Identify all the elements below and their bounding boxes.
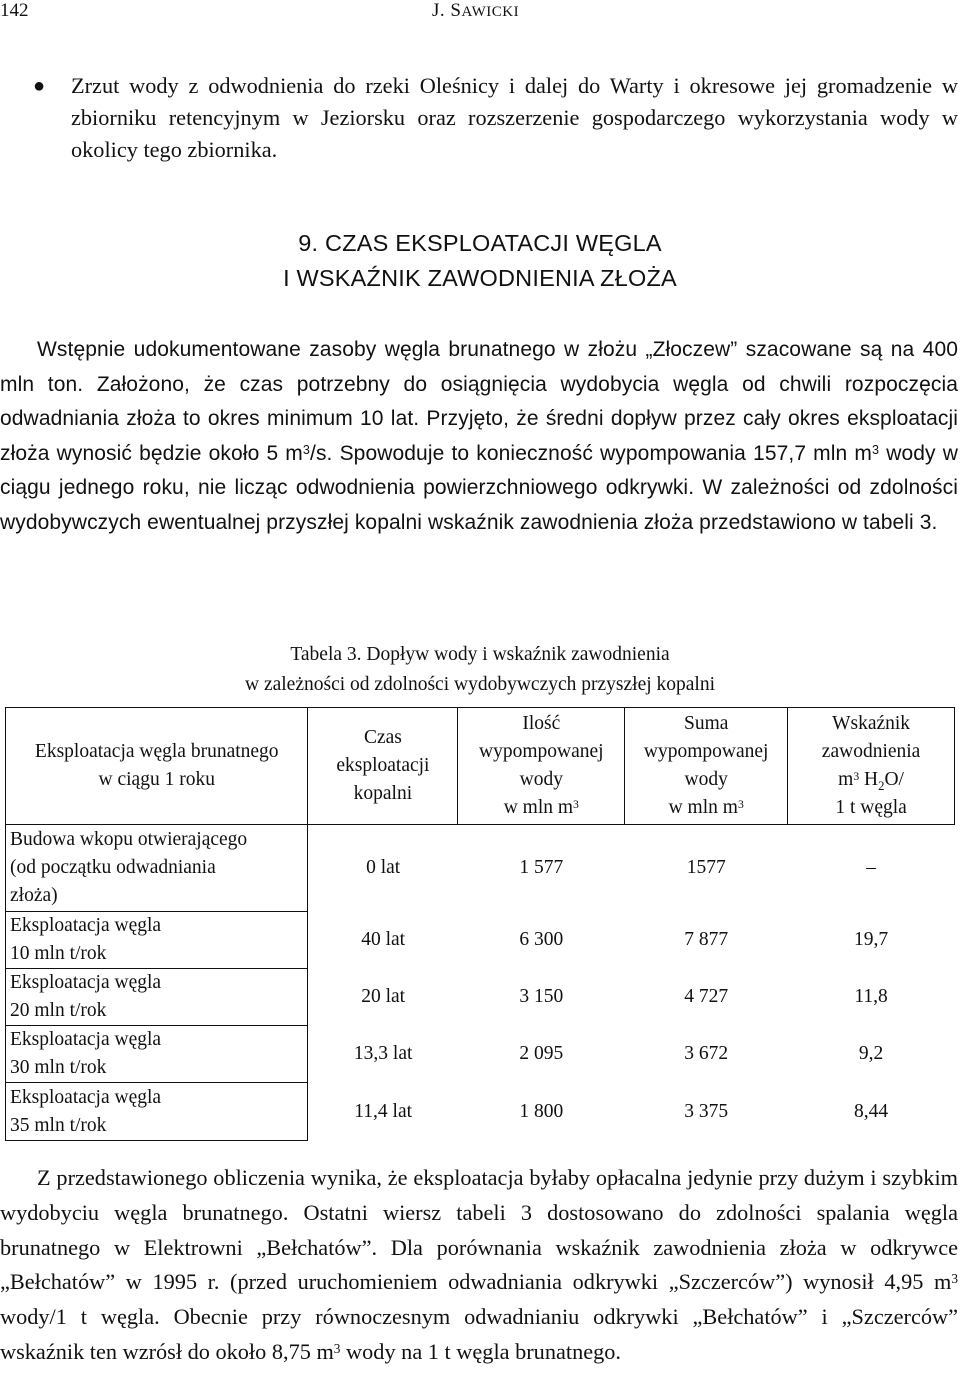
table-row <box>6 969 955 1026</box>
section-heading-line2: I WSKAŹNIK ZAWODNIENIA ZŁOŻA <box>283 265 677 291</box>
page-number: 142 <box>0 0 29 21</box>
cell-wskaznik: 11,8 <box>854 986 888 1007</box>
row-label-line2: 35 mln t/rok <box>10 1114 107 1136</box>
header-ilosc <box>458 708 625 825</box>
header-col5-line1: Wskaźnik <box>832 713 911 734</box>
header-col3-line4 <box>461 794 621 822</box>
row-label <box>6 969 308 1026</box>
cell-czas: 11,4 lat <box>354 1100 413 1122</box>
data-table <box>5 707 955 1141</box>
para2-part-b: wody/1 t węgla. Obecnie przy równoczesnym odwadnianiu odkrywki „Bełchatów” i „Szczerców” wskaźnik ten wzrósł do około 8,75 m <box>0 1304 958 1364</box>
cell-czas: 0 lat <box>366 857 401 879</box>
header-col4-sup: 3 <box>737 797 744 811</box>
row-label-line2: (od początku odwadniania <box>10 857 216 878</box>
running-head-author <box>432 0 519 22</box>
header-col5-line2: zawodnienia <box>821 741 921 762</box>
header-suma <box>625 708 788 825</box>
cell-ilosc: 3 150 <box>519 986 564 1007</box>
header-col5-m: m <box>838 769 854 790</box>
header-col4-line4 <box>628 794 784 822</box>
header-col4-unit: w mln m <box>668 797 738 818</box>
cell-czas: 13,3 lat <box>353 1043 413 1064</box>
header-eksploatacja <box>6 708 308 825</box>
header-col2-line2: eksploatacji <box>336 755 430 776</box>
row-label <box>6 825 308 912</box>
header-col1-line1: Eksploatacja węgla brunatnego <box>34 741 279 762</box>
table-caption <box>0 640 960 700</box>
para1-sup2: 3 <box>872 442 880 457</box>
row-label-line1: Eksploatacja węgla <box>10 915 162 936</box>
header-col1-line2: w ciągu 1 roku <box>98 769 215 790</box>
cell-suma: 4 727 <box>684 986 729 1007</box>
cell-wskaznik: 8,44 <box>854 1100 889 1122</box>
caption-line1: Tabela 3. Dopływ wody i wskaźnik zawodnienia <box>290 644 670 665</box>
header-col5-h: H <box>859 769 879 790</box>
header-col4-line2: wypompowanej <box>643 741 769 762</box>
header-col3-line2: wypompowanej <box>479 741 604 762</box>
cell-wskaznik: 9,2 <box>858 1043 884 1064</box>
table-row <box>6 1026 955 1083</box>
author-initial: J. S <box>432 0 462 21</box>
table-row <box>6 912 955 969</box>
row-label-line1: Eksploatacja węgla <box>10 1029 162 1050</box>
bullet-item <box>0 70 958 166</box>
header-col5-line3 <box>791 766 951 794</box>
para1-part-c: wody w ciągu jednego roku, nie licząc odwodnienia powierzchniowego odkrywki. W zależności od zdolności wydobywczych ewentualnej przyszłej kopalni wskaźnik zawodnienia złoża przedstawiono w tabeli 3. <box>0 441 958 534</box>
bullet-text: Zrzut wody z odwodnienia do rzeki Oleśnicy i dalej do Warty i okresowe jej gromadzenie w zbiorniku retencyjnym w Jeziorsku oraz rozszerzenie gospodarczego wykorzystania wody w okolicy tego zbiornika. <box>71 73 958 162</box>
header-czas <box>308 708 458 825</box>
row-label <box>6 912 308 969</box>
header-col2-line1: Czas <box>363 727 402 748</box>
para1-part-a: Wstępnie udokumentowane zasoby węgla brunatnego w złożu „Złoczew” szacowane są na 400 mln ton. Założono, że czas potrzebny do osiągnięcia wydobycia węgla od chwili rozpoczęcia odwadniania złoża to okres minimum 10 lat. Przyjęto, że średni dopływ przez cały okres eksploatacji złoża wynosić będzie około 5 m <box>0 338 958 465</box>
paragraph-intro <box>0 333 958 540</box>
row-label-line1: Eksploatacja węgla <box>10 972 162 993</box>
section-heading-line1: 9. CZAS EKSPLOATACJI WĘGLA <box>298 230 662 256</box>
para1-sup1: 3 <box>302 442 311 457</box>
para2-part-a: Z przedstawionego obliczenia wynika, że eksploatacja byłaby opłacalna jedynie przy dużym i szybkim wydobyciu węgla brunatnego. Ostatni wiersz tabeli 3 dostosowano do zdolności spalania węgla brunatnego w Elektrowni „Bełchatów”. Dla porównania wskaźnik zawodnienia złoża w odkrywce „Bełchatów” w 1995 r. (przed uruchomieniem odwadniania odkrywki „Szczerców”) wynosił 4,95 m <box>0 1165 958 1295</box>
header-col5-o: O/ <box>884 769 904 790</box>
section-heading <box>0 226 960 296</box>
para2-sup2: 3 <box>333 1340 341 1356</box>
header-col3-unit: w mln m <box>503 797 574 818</box>
cell-suma: 7 877 <box>684 929 729 950</box>
header-col4-line1: Suma <box>683 713 729 734</box>
cell-ilosc: 1 577 <box>519 857 564 879</box>
bullet-dot-icon: ● <box>33 75 46 97</box>
row-label-line2: 30 mln t/rok <box>10 1057 107 1078</box>
header-col5-line4: 1 t węgla <box>835 797 907 818</box>
header-col3-line3: wody <box>519 769 563 790</box>
para2-sup1: 3 <box>951 1271 958 1287</box>
header-wskaznik <box>788 708 955 825</box>
header-col4-line3: wody <box>684 769 728 790</box>
header-col3-sup: 3 <box>573 797 579 811</box>
cell-ilosc: 1 800 <box>519 1100 564 1122</box>
para1-part-b: /s. Spowoduje to konieczność wypompowania 157,7 mln m <box>310 441 873 465</box>
row-label-line2: 10 mln t/rok <box>10 943 107 964</box>
cell-wskaznik: – <box>866 857 876 879</box>
cell-ilosc: 6 300 <box>519 929 564 950</box>
row-label <box>6 1026 308 1083</box>
para2-part-c: wody na 1 t węgla brunatnego. <box>340 1338 621 1364</box>
cell-czas: 40 lat <box>361 929 406 950</box>
header-col3-line1: Ilość <box>522 713 561 734</box>
cell-suma: 3 672 <box>684 1043 729 1064</box>
cell-suma: 3 375 <box>684 1100 729 1122</box>
header-col5-sub: 2 <box>878 778 885 793</box>
cell-ilosc: 2 095 <box>519 1043 564 1064</box>
header-col2-line3: kopalni <box>353 783 413 804</box>
table-row <box>6 825 955 912</box>
author-rest: AWICKI <box>461 4 520 20</box>
row-label-line1: Budowa wkopu otwierającego <box>10 829 248 850</box>
row-label-line1: Eksploatacja węgla <box>10 1086 162 1108</box>
table-row <box>6 1083 955 1141</box>
cell-czas: 20 lat <box>361 986 406 1007</box>
paragraph-conclusion <box>0 1161 958 1370</box>
caption-line2: w zależności od zdolności wydobywczych przyszłej kopalni <box>244 674 716 695</box>
page-header <box>0 0 960 28</box>
header-col5-sup: 3 <box>853 769 860 783</box>
row-label-line3: złoża) <box>10 885 58 906</box>
row-label <box>6 1083 308 1141</box>
row-label-line2: 20 mln t/rok <box>10 1000 107 1021</box>
cell-wskaznik: 19,7 <box>854 929 889 950</box>
cell-suma: 1577 <box>686 857 726 879</box>
table-header-row <box>6 708 955 825</box>
